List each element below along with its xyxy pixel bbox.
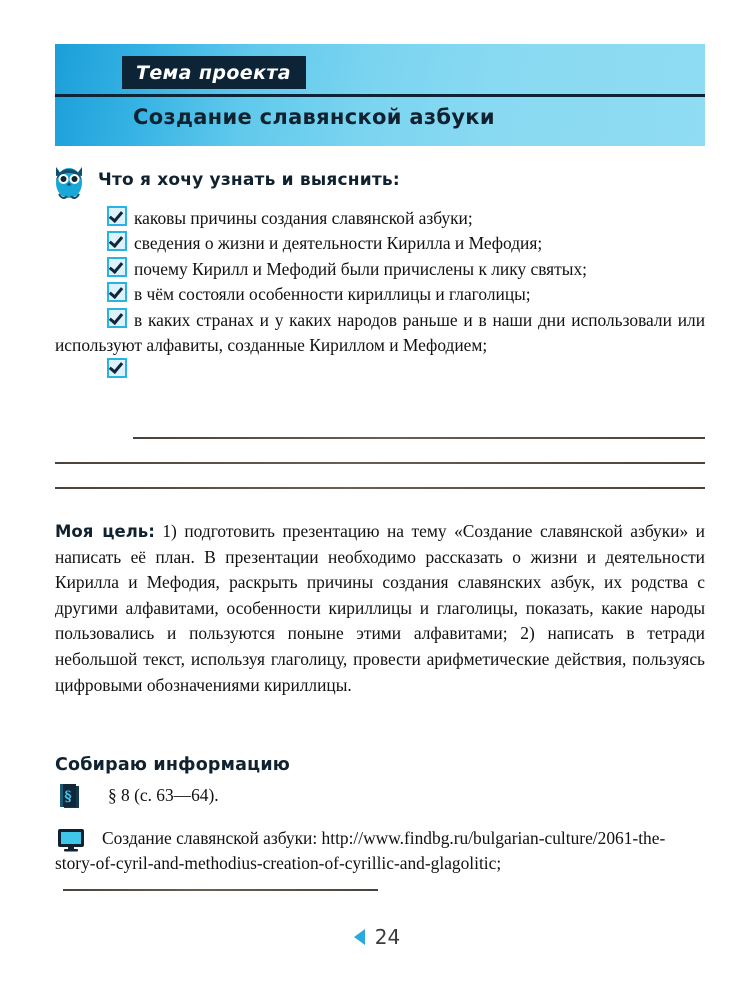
monitor-icon	[57, 828, 85, 857]
page-footer	[0, 925, 754, 949]
topic-tag	[122, 56, 306, 89]
goals-checklist	[55, 206, 705, 384]
checkbox-checked-icon[interactable]	[107, 282, 127, 302]
owl-icon	[52, 163, 86, 206]
book-reference-row	[55, 782, 555, 812]
write-in-line[interactable]	[55, 462, 705, 464]
header-divider-rule	[55, 94, 705, 97]
list-item-text: в каких странах и у каких народов раньше и в наши дни использовали или используют алфавиты, созданные Кириллом и Мефодием;	[55, 309, 705, 356]
list-item-text: сведения о жизни и деятельности Кирилла и Мефодия;	[134, 233, 543, 254]
goal-text: 1) подготовить презентацию на тему «Создание славянской азбуки» и написать её план. В презентации необходимо рассказать о жизни и деятельности Кирилла и Мефодия, раскрыть причины создания славянских азбук, их родства с другими алфавитами, особенности кириллицы и глаголицы, показать, какие народы пользовались и пользуются поныне этими алфавитами; 2) написать в тетради небольшой текст, используя глаголицу, провести арифметические действия, пользуясь цифровыми обозначениями кириллицы.	[55, 521, 705, 695]
web-reference-block	[55, 826, 705, 902]
list-item-blank[interactable]	[55, 358, 705, 383]
checkbox-checked-icon[interactable]	[107, 257, 127, 277]
write-in-line[interactable]	[63, 889, 378, 891]
page-number: 24	[374, 925, 401, 949]
list-item-text: каковы причины создания славянской азбуки;	[134, 208, 473, 228]
write-in-line[interactable]	[133, 437, 705, 439]
gathering-heading: Собираю информацию	[55, 755, 291, 775]
list-item-text: в чём состояли особенности кириллицы и глаголицы;	[134, 284, 531, 305]
page-title: Создание славянской азбуки	[133, 105, 495, 129]
web-reference-text-wrap	[55, 826, 705, 902]
checkbox-checked-icon[interactable]	[107, 206, 127, 226]
svg-text:§: §	[64, 789, 72, 805]
goals-heading-label: Что я хочу узнать и выяснить:	[98, 170, 400, 190]
web-reference-text: Создание славянской азбуки: http://www.findbg.ru/bulgarian-culture/2061-the-story-of-cyril-and-methodius-creation-of-cyrillic-and-glagolitic;	[55, 828, 666, 874]
list-item[interactable]	[55, 257, 705, 282]
book-reference-text: § 8 (с. 63—64).	[108, 785, 219, 805]
list-item[interactable]	[55, 206, 705, 231]
write-in-line[interactable]	[55, 487, 705, 489]
book-paragraph-icon	[55, 782, 85, 817]
list-item[interactable]	[55, 308, 705, 359]
goal-paragraph	[55, 519, 705, 698]
checkbox-checked-icon[interactable]	[107, 358, 127, 378]
topic-tag-label: Тема проекта	[136, 61, 292, 84]
list-item[interactable]	[55, 231, 705, 256]
checkbox-checked-icon[interactable]	[107, 231, 127, 251]
checkbox-checked-icon[interactable]	[107, 308, 127, 328]
goals-section-header	[50, 163, 670, 203]
list-item-text: почему Кирилл и Мефодий были причислены к лику святых;	[134, 258, 587, 279]
list-item[interactable]	[55, 282, 705, 307]
left-triangle-icon	[354, 929, 365, 945]
goal-label: Моя цель:	[55, 522, 155, 541]
